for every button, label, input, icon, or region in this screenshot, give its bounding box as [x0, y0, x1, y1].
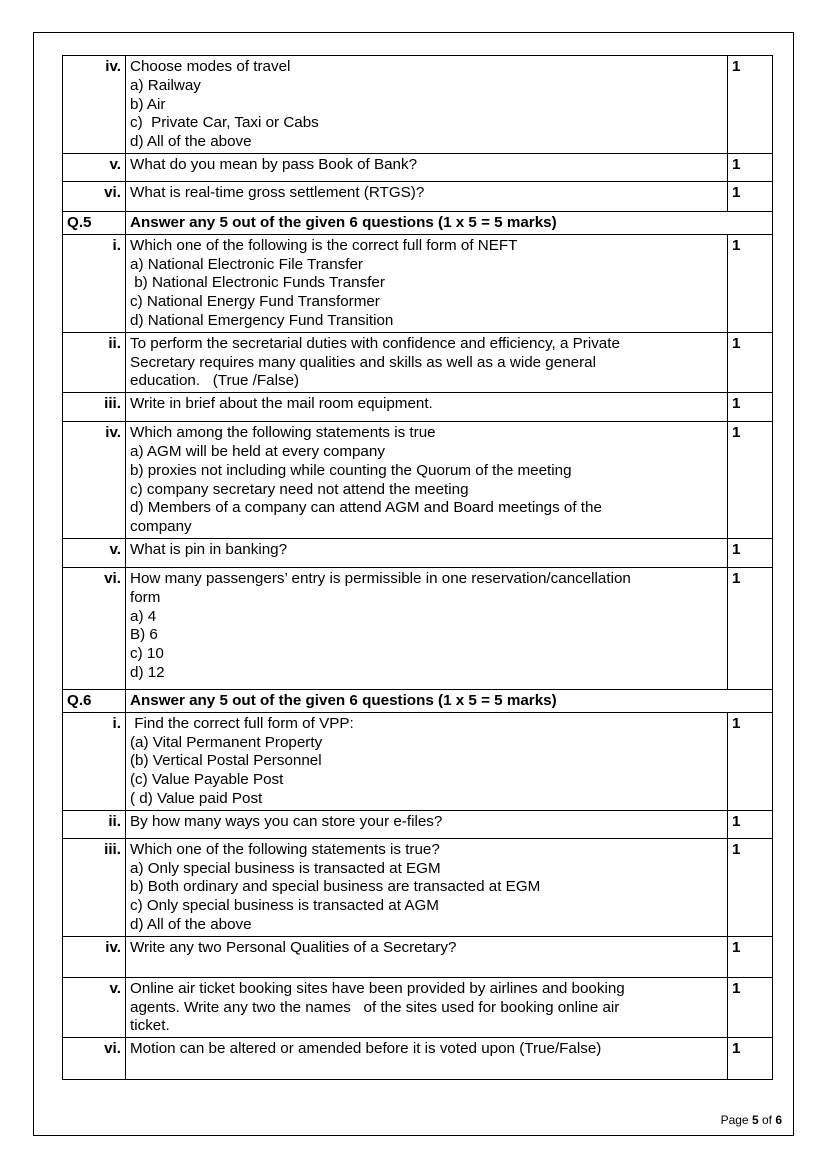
- question-line: Choose modes of travel: [130, 58, 291, 75]
- question-number: vi.: [63, 567, 126, 689]
- question-number: v.: [63, 977, 126, 1037]
- question-line: d) All of the above: [130, 915, 252, 933]
- table-row: [63, 977, 773, 1037]
- question-line: a) Only special business is transacted at EGM: [130, 859, 441, 877]
- question-text: [126, 936, 728, 977]
- question-number: vi.: [63, 181, 126, 211]
- question-marks: 1: [728, 1038, 773, 1080]
- footer-current-page: 5: [751, 1113, 759, 1127]
- question-number: iii.: [63, 393, 126, 422]
- question-number: i.: [63, 712, 126, 810]
- question-line: c) 10: [130, 645, 164, 663]
- question-text: [126, 234, 728, 332]
- table-row: [63, 689, 773, 712]
- question-text: [126, 393, 728, 422]
- question-line: c) Only special business is transacted at AGM: [130, 897, 439, 915]
- question-line: B) 6: [130, 626, 158, 644]
- question-text: [126, 838, 728, 936]
- question-line: Which among the following statements is true: [130, 424, 436, 442]
- question-line: education. (True /False): [130, 372, 300, 390]
- question-line: d) National Emergency Fund Transition: [130, 311, 394, 329]
- table-row: [63, 422, 773, 539]
- question-marks: 1: [728, 153, 773, 181]
- question-number: v.: [63, 153, 126, 181]
- question-number: ii.: [63, 810, 126, 838]
- question-text: [126, 332, 728, 392]
- page-footer: [721, 1113, 782, 1127]
- question-line: a) AGM will be held at every company: [130, 442, 385, 460]
- section-heading: Answer any 5 out of the given 6 questions (1 x 5 = 5 marks): [126, 689, 773, 712]
- question-line: c) Private Car, Taxi or Cabs: [130, 114, 319, 132]
- question-line: d) 12: [130, 663, 165, 681]
- question-text: [126, 810, 728, 838]
- question-line: How many passengers’ entry is permissible in one reservation/cancellation: [130, 569, 631, 587]
- question-marks: 1: [728, 838, 773, 936]
- table-row: [63, 234, 773, 332]
- question-line: By how many ways you can store your e-files?: [130, 812, 443, 830]
- table-row: [63, 153, 773, 181]
- table-row: [63, 181, 773, 211]
- question-table-body: [63, 56, 773, 1080]
- question-line: Secretary requires many qualities and skills as well as a wide general: [130, 353, 596, 371]
- question-number: Q.5: [63, 211, 126, 234]
- table-row: [63, 810, 773, 838]
- question-text: [126, 56, 728, 154]
- question-line: Write any two Personal Qualities of a Secretary?: [130, 938, 457, 956]
- question-marks: 1: [728, 234, 773, 332]
- question-line: a) 4: [130, 607, 157, 625]
- question-line: ( d) Value paid Post: [130, 789, 263, 807]
- question-line: Online air ticket booking sites have been provided by airlines and booking: [130, 979, 625, 997]
- question-line: (a) Vital Permanent Property: [130, 733, 323, 751]
- footer-middle: of: [758, 1113, 776, 1127]
- table-row: [63, 567, 773, 689]
- table-row: [63, 712, 773, 810]
- question-marks: 1: [728, 181, 773, 211]
- table-row: [63, 393, 773, 422]
- question-text: [126, 538, 728, 567]
- question-line: Which one of the following is the correct full form of NEFT: [130, 236, 518, 254]
- question-text: [126, 977, 728, 1037]
- question-table: [62, 55, 773, 1080]
- question-number: i.: [63, 234, 126, 332]
- table-row: [63, 1038, 773, 1080]
- question-line: agents. Write any two the names of the sites used for booking online air: [130, 998, 620, 1016]
- question-line: company: [130, 518, 192, 536]
- table-row: [63, 838, 773, 936]
- question-line: d) Members of a company can attend AGM and Board meetings of the: [130, 499, 602, 517]
- question-text: [126, 567, 728, 689]
- question-line: c) company secretary need not attend the meeting: [130, 480, 469, 498]
- question-marks: 1: [728, 422, 773, 539]
- question-line: What is pin in banking?: [130, 540, 288, 558]
- question-marks: 1: [728, 56, 773, 154]
- table-row: [63, 211, 773, 234]
- question-marks: 1: [728, 567, 773, 689]
- question-marks: 1: [728, 538, 773, 567]
- question-line: Motion can be altered or amended before it is voted upon (True/False): [130, 1040, 602, 1058]
- question-line: a) National Electronic File Transfer: [130, 255, 363, 273]
- question-line: b) Air: [130, 95, 166, 113]
- question-line: b) proxies not including while counting the Quorum of the meeting: [130, 461, 572, 479]
- question-text: [126, 1038, 728, 1080]
- question-line: b) Both ordinary and special business are transacted at EGM: [130, 878, 541, 896]
- footer-prefix: Page: [720, 1113, 752, 1127]
- table-row: [63, 56, 773, 154]
- question-number: v.: [63, 538, 126, 567]
- question-line: (c) Value Payable Post: [130, 771, 284, 789]
- question-text: [126, 181, 728, 211]
- question-line: What is real-time gross settlement (RTGS)?: [130, 183, 425, 201]
- question-text: [126, 153, 728, 181]
- question-marks: 1: [728, 810, 773, 838]
- question-number: ii.: [63, 332, 126, 392]
- question-marks: 1: [728, 332, 773, 392]
- question-text: [126, 712, 728, 810]
- question-line: d) All of the above: [130, 133, 252, 151]
- question-marks: 1: [728, 712, 773, 810]
- question-line: a) Railway: [130, 76, 201, 94]
- question-line: form: [130, 588, 161, 606]
- table-row: [63, 936, 773, 977]
- question-line: Which one of the following statements is true?: [130, 840, 440, 858]
- question-line: What do you mean by pass Book of Bank?: [130, 155, 418, 173]
- question-number: iv.: [63, 422, 126, 539]
- question-number: iv.: [63, 56, 126, 154]
- question-number: iv.: [63, 936, 126, 977]
- question-line: (b) Vertical Postal Personnel: [130, 752, 322, 770]
- footer-total-pages: 6: [775, 1113, 782, 1127]
- question-line: To perform the secretarial duties with confidence and efficiency, a Private: [130, 334, 620, 352]
- question-text: [126, 422, 728, 539]
- question-number: vi.: [63, 1038, 126, 1080]
- question-line: b) National Electronic Funds Transfer: [130, 274, 385, 292]
- question-marks: 1: [728, 393, 773, 422]
- question-marks: 1: [728, 936, 773, 977]
- question-line: ticket.: [130, 1017, 170, 1035]
- question-number: iii.: [63, 838, 126, 936]
- section-heading: Answer any 5 out of the given 6 questions (1 x 5 = 5 marks): [126, 211, 773, 234]
- table-row: [63, 332, 773, 392]
- question-line: Write in brief about the mail room equipment.: [130, 395, 433, 413]
- table-row: [63, 538, 773, 567]
- question-marks: 1: [728, 977, 773, 1037]
- question-line: Find the correct full form of VPP:: [130, 714, 354, 732]
- question-number: Q.6: [63, 689, 126, 712]
- question-line: c) National Energy Fund Transformer: [130, 293, 380, 311]
